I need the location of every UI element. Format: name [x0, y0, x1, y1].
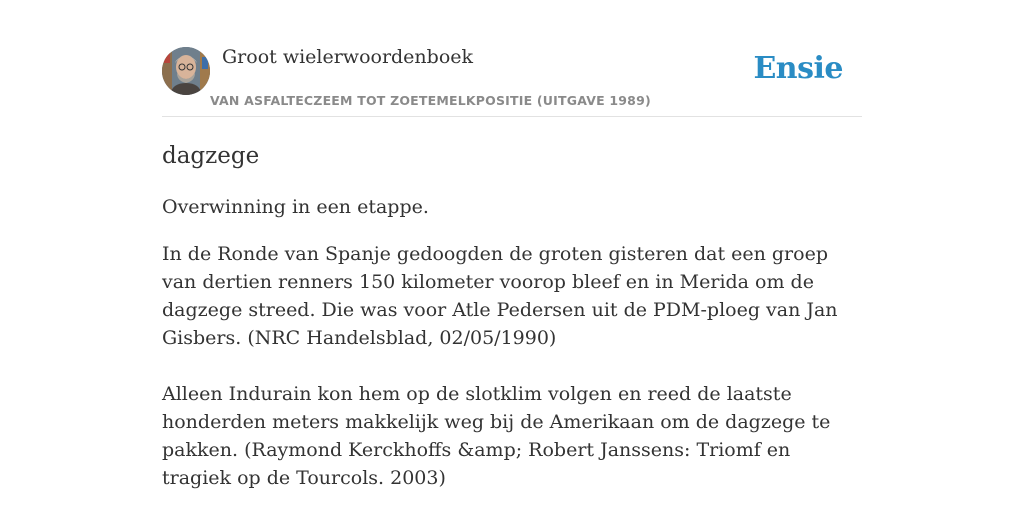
author-portrait-icon: [162, 47, 210, 95]
ensie-logo-link[interactable]: Ensie: [753, 51, 843, 86]
entry-quote: Alleen Indurain kon hem op de slotklim volgen en reed de laatste honderden meters makkelijk weg bij de Amerikaan om de dagzege te pakken. (Raymond Kerckhoffs &amp; Robert Janssens: Triomf en tragiek op de Tourcols. 2003): [162, 383, 831, 489]
entry-term: dagzege: [162, 143, 260, 169]
entry-definition: Overwinning in een etappe.: [162, 196, 429, 218]
dictionary-header: [162, 0, 862, 117]
author-avatar[interactable]: [162, 47, 210, 95]
entry-quote: In de Ronde van Spanje gedoogden de groten gisteren dat een groep van dertien renners 150 kilometer voorop bleef en in Merida om de dagzege streed. Die was voor Atle Pedersen uit de PDM-ploeg van Jan Gisbers. (NRC Handelsblad, 02/05/1990): [162, 243, 838, 349]
page-container: [162, 0, 862, 492]
dictionary-subtitle: VAN ASFALTECZEEM TOT ZOETEMELKPOSITIE (UITGAVE 1989): [210, 93, 651, 108]
dictionary-title[interactable]: Groot wielerwoordenboek: [222, 46, 474, 68]
